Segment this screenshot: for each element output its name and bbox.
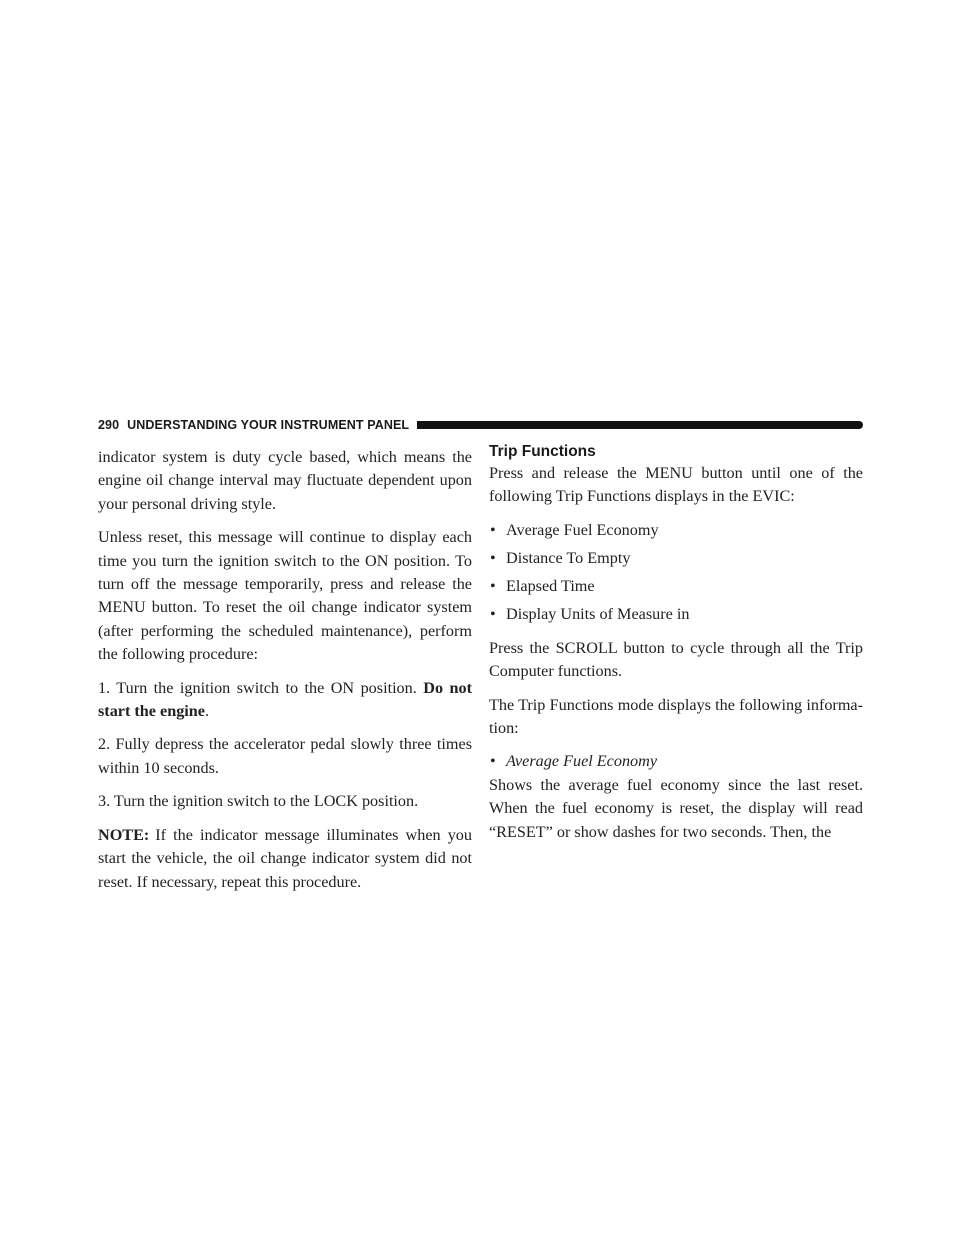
trip-functions-list [489, 519, 863, 627]
note-text: If the indicator message illuminates when you start the vehicle, the oil change indicator system did not reset. If necessary, repeat this procedure. [98, 825, 472, 891]
trip-functions-heading: Trip Functions [489, 443, 596, 460]
step-1-warning: Do not start the engine [98, 678, 472, 721]
header-rule [417, 421, 863, 429]
step-2: 2. Fully depress the accelerator pedal slowly three times within 10 seconds. [98, 735, 472, 777]
page-header [98, 418, 863, 432]
bullet: • [490, 520, 496, 539]
list-item [489, 603, 863, 626]
list-item [489, 519, 863, 542]
list-item-label: Elapsed Time [506, 577, 595, 596]
sub-heading-label: Average Fuel Economy [506, 752, 658, 771]
section-title: UNDERSTANDING YOUR INSTRUMENT PANEL [127, 418, 410, 432]
list-item-label: Average Fuel Economy [506, 520, 659, 539]
bullet: • [490, 577, 496, 596]
list-item [489, 575, 863, 598]
left-column [98, 446, 472, 904]
bullet: • [490, 549, 496, 568]
paragraph-duty-cycle: indicator system is duty cycle based, which means the engine oil change interval may fluctuate dependent upon your personal driving style. [98, 448, 472, 513]
paragraph-unless-reset: Unless reset, this message will continue to display each time you turn the ignition switch to the ON position. To turn off the message temporarily, press and release the MENU button. To reset the oil change indicator system (after performing the scheduled maintenance), perform the following procedure: [98, 528, 472, 664]
step-3: 3. Turn the ignition switch to the LOCK position. [98, 792, 419, 811]
average-fuel-economy-heading [489, 750, 863, 773]
paragraph-scroll: Press the SCROLL button to cycle through all the Trip Computer functions. [489, 638, 863, 681]
page-number: 290 [98, 418, 120, 432]
note [98, 824, 472, 894]
bullet: • [490, 752, 496, 771]
paragraph-intro: Press and release the MENU button until one of the following Trip Functions displays in the EVIC: [489, 464, 863, 506]
bullet: • [490, 605, 496, 624]
paragraph-average-fuel-economy: Shows the average fuel economy since the last reset. When the fuel economy is reset, the display will read “RESET” or show dashes for two seconds. Then, the [489, 775, 863, 841]
right-column [489, 443, 863, 854]
step-1-end: . [205, 702, 210, 721]
paragraph-mode: The Trip Functions mode displays the following informa-tion: [489, 695, 863, 738]
list-item [489, 547, 863, 570]
note-label: NOTE: [98, 825, 150, 844]
step-1 [98, 677, 472, 724]
list-item-label: Distance To Empty [506, 549, 631, 568]
list-item-label: Display Units of Measure in [506, 605, 690, 624]
step-1-text: 1. Turn the ignition switch to the ON position. [98, 678, 424, 697]
